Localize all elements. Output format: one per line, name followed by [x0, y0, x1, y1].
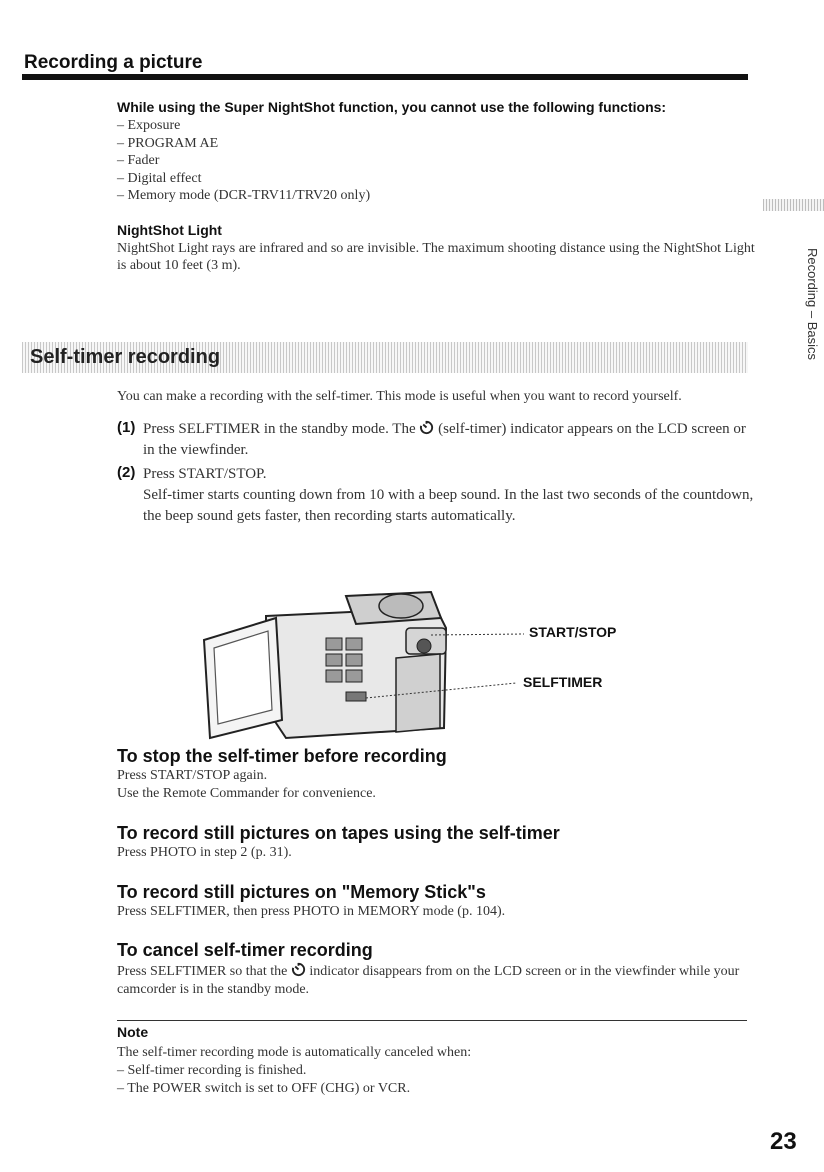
body-line: Press SELFTIMER, then press PHOTO in MEMORY mode (p. 104). [117, 904, 506, 919]
step-number: (1) [117, 419, 136, 436]
note-line: – Self-timer recording is finished. [117, 1063, 307, 1078]
list-item: – Digital effect [117, 170, 202, 186]
self-timer-icon [419, 420, 434, 435]
body-line: Press PHOTO in step 2 (p. 31). [117, 845, 292, 860]
nightshot-heading: While using the Super NightShot function, you cannot use the following functions: [117, 99, 667, 115]
callout-selftimer: SELFTIMER [523, 674, 603, 690]
step-2 [117, 464, 757, 527]
section-title: Self-timer recording [30, 346, 221, 368]
nightshot-light-heading: NightShot Light [117, 221, 222, 238]
side-tab-label: Recording – Basics [805, 248, 820, 360]
step-text: (self-timer) indicator appears on the LCD screen or in the viewfinder. [143, 421, 746, 458]
steps-list [117, 419, 757, 530]
section-intro: You can make a recording with the self-timer. This mode is useful when you want to record yourself. [117, 389, 682, 404]
nightshot-light-body: NightShot Light rays are infrared and so are invisible. The maximum shooting distance using the NightShot Light is about 10 feet (3 m). [117, 240, 755, 273]
page-title: Recording a picture [24, 52, 203, 73]
note-line: The self-timer recording mode is automatically canceled when: [117, 1045, 472, 1060]
page-number: 23 [770, 1128, 797, 1155]
nightshot-restrictions [117, 98, 757, 275]
list-item: – Memory mode (DCR-TRV11/TRV20 only) [117, 188, 371, 203]
subsection-heading: To cancel self-timer recording [117, 940, 373, 960]
self-timer-icon [291, 962, 306, 977]
subsection-body [117, 962, 757, 999]
list-item: – Fader [117, 153, 160, 168]
body-text: Press SELFTIMER so that the [117, 964, 291, 979]
header-rule [22, 74, 748, 80]
body-text: indicator disappears from on the LCD screen or in the viewfinder while your camcorder is in the standby mode. [117, 964, 740, 997]
step-text: Press SELFTIMER in the standby mode. The [143, 421, 420, 437]
list-item: – PROGRAM AE [117, 135, 219, 151]
note-label: Note [117, 1024, 149, 1040]
body-line: Use the Remote Commander for convenience. [117, 786, 376, 801]
note-line: – The POWER switch is set to OFF (CHG) or VCR. [117, 1081, 411, 1096]
subsection-heading: To record still pictures on "Memory Stick"s [117, 882, 486, 902]
subsection-body [117, 767, 757, 803]
step-text: Self-timer starts counting down from 10 with a beep sound. In the last two seconds of the countdown, the beep sound gets faster, then recording starts automatically. [143, 487, 754, 524]
body-line: Press START/STOP again. [117, 768, 268, 783]
subsection-heading: To record still pictures on tapes using the self-timer [117, 823, 560, 843]
subsection-heading: To stop the self-timer before recording [117, 746, 447, 766]
side-tab-shade [763, 199, 824, 211]
note-divider [117, 1020, 747, 1021]
step-number: (2) [117, 464, 136, 481]
note-body [117, 1044, 757, 1098]
step-1 [117, 419, 757, 461]
subsection-body [117, 903, 757, 921]
step-text: Press START/STOP. [143, 466, 267, 482]
camcorder-icon [196, 588, 636, 748]
callout-start-stop: START/STOP [529, 624, 617, 640]
section-title-bar [22, 342, 748, 373]
subsection-body [117, 844, 757, 862]
list-item: – Exposure [117, 118, 181, 133]
camcorder-illustration [196, 588, 636, 748]
